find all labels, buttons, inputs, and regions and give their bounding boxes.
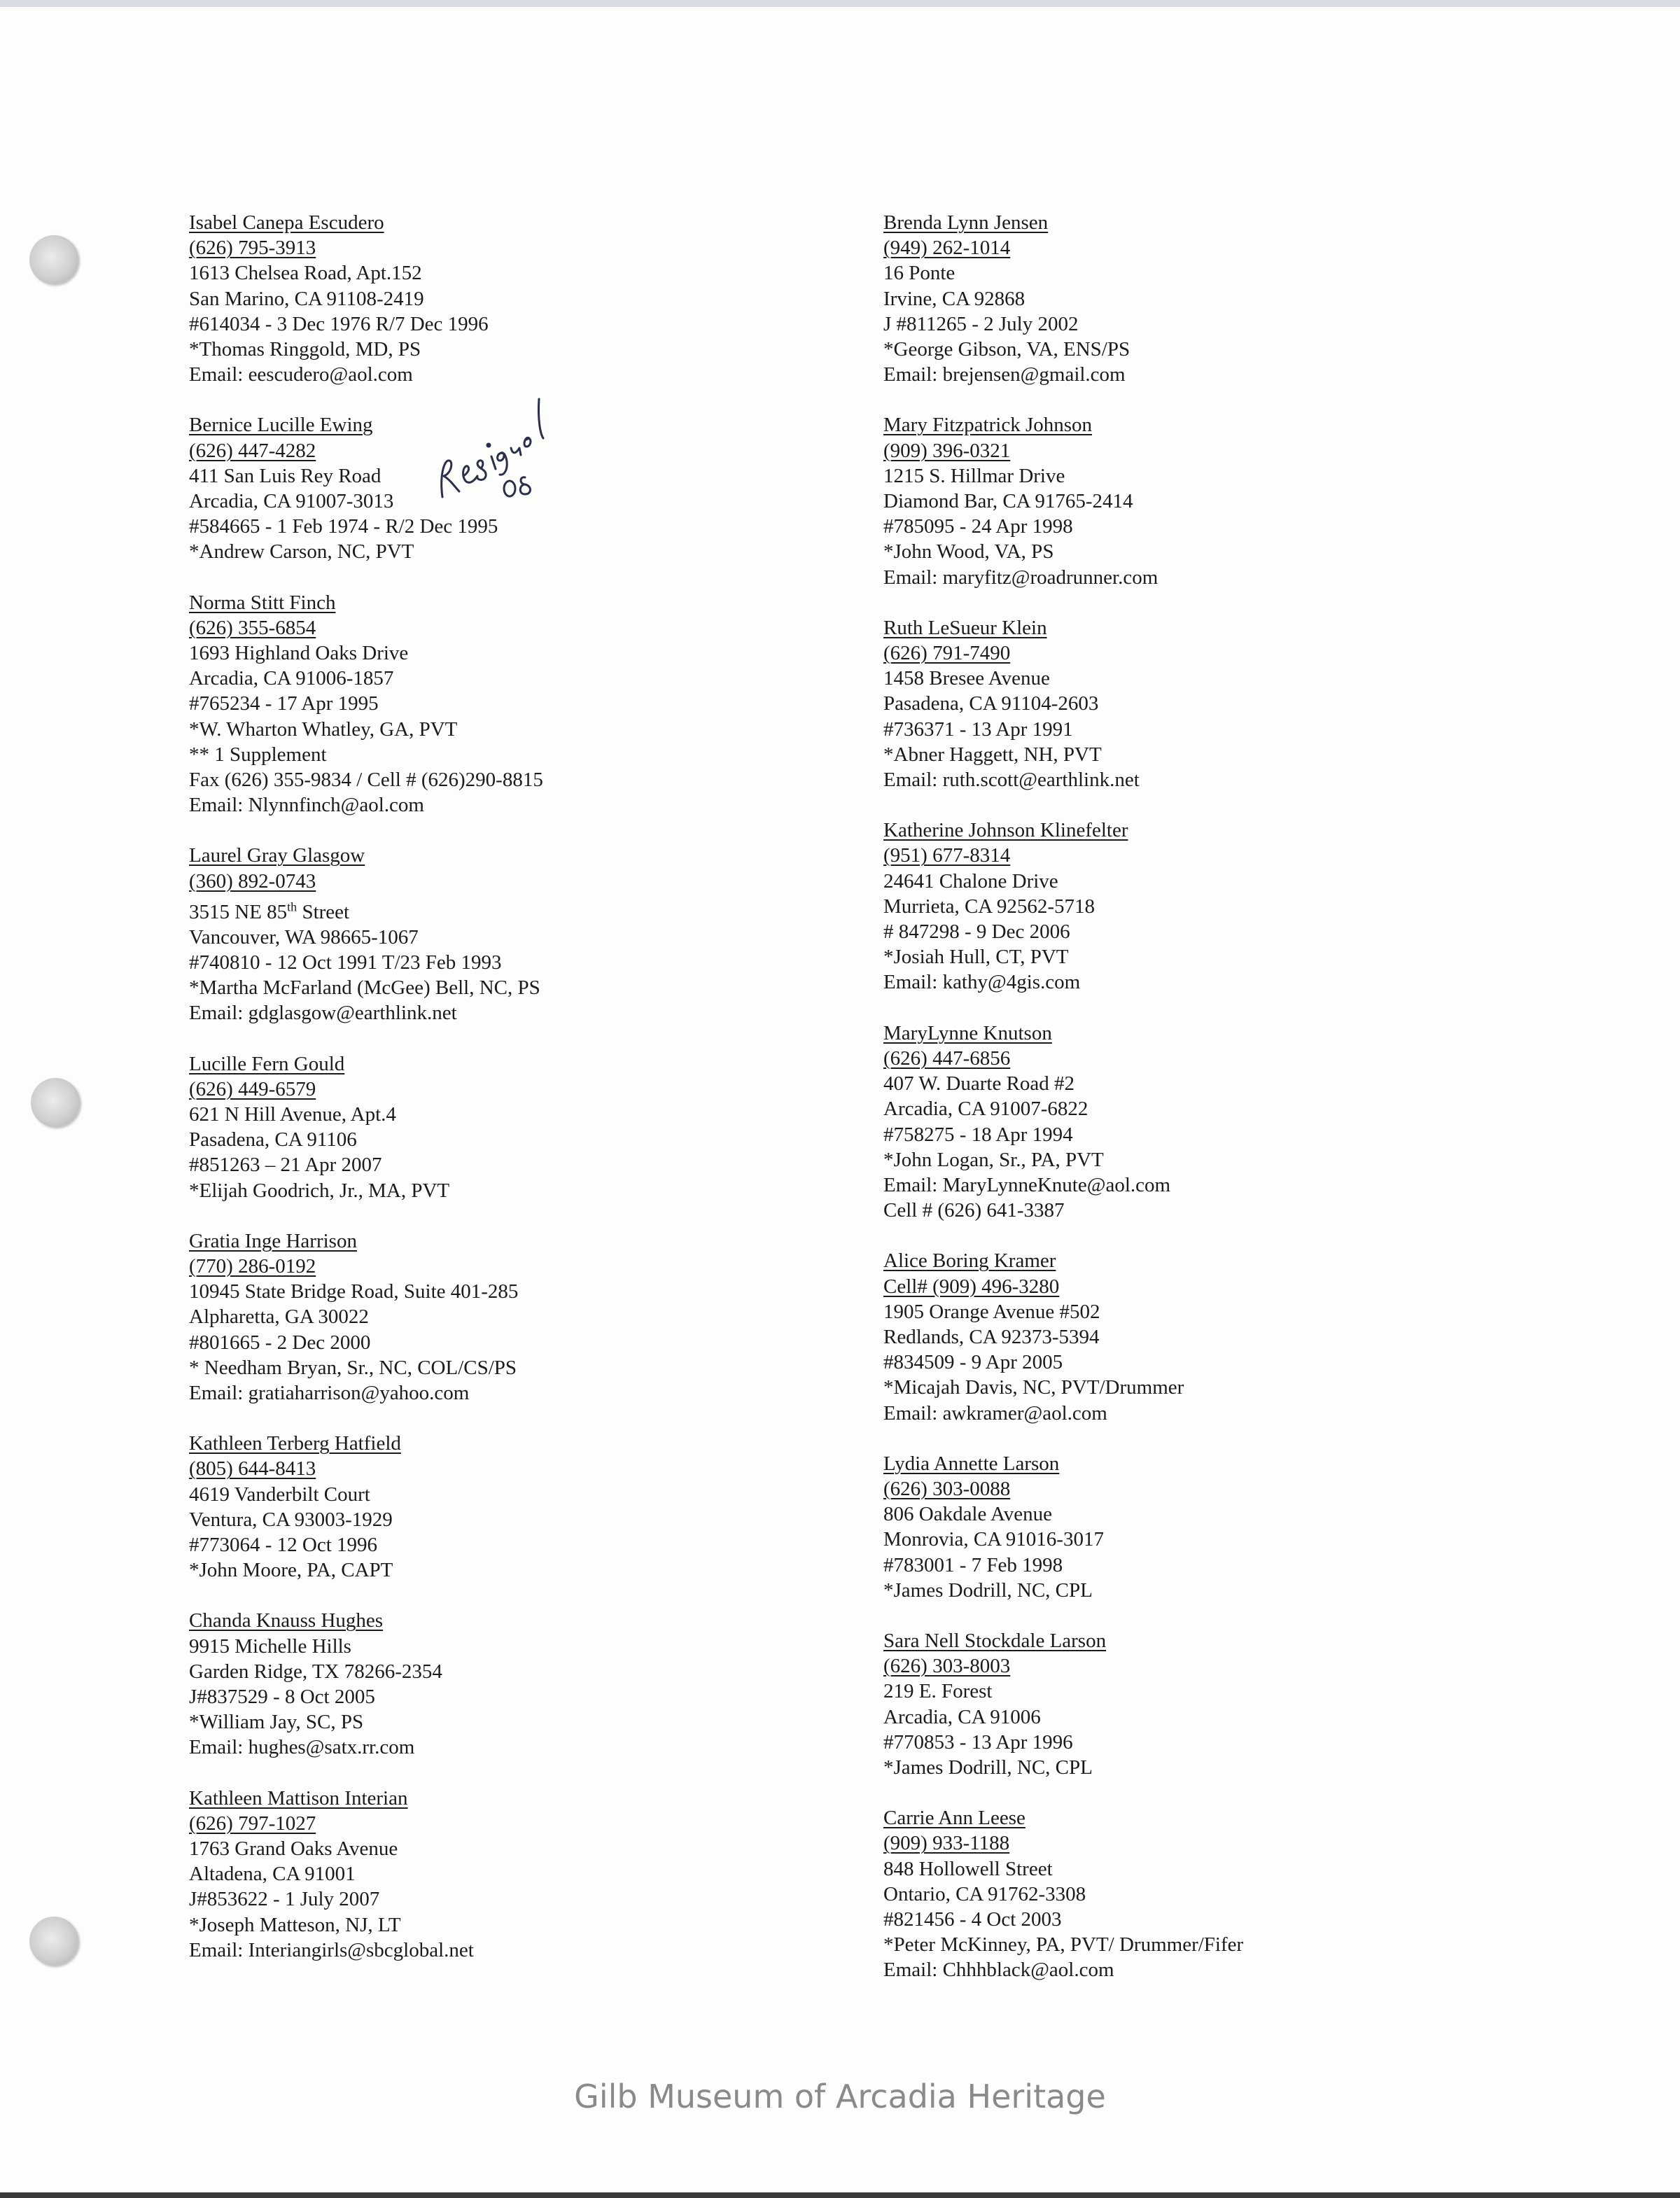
member-ancestor: *James Dodrill, NC, CPL: [883, 1756, 1093, 1779]
member-entry: [883, 1248, 1513, 1425]
directory-column-right: [883, 210, 1513, 2008]
member-email: Email: Chhhblack@aol.com: [883, 1959, 1114, 1982]
entry-line: Ventura, CA 93003-1929: [189, 1508, 393, 1531]
member-entry: [883, 615, 1513, 792]
scan-bottom-edge: [0, 2192, 1680, 2198]
member-name: Alice Boring Kramer: [883, 1250, 1056, 1273]
entry-line: J #811265 - 2 July 2002: [883, 312, 1079, 335]
member-ancestor: *Abner Haggett, NH, PVT: [883, 743, 1102, 766]
entry-line: 407 W. Duarte Road #2: [883, 1072, 1075, 1096]
member-ancestor: *W. Wharton Whatley, GA, PVT: [189, 718, 458, 741]
member-phone: (626) 447-4282: [189, 439, 316, 462]
member-email: Email: eescudero@aol.com: [189, 363, 413, 386]
member-name: Isabel Canepa Escudero: [189, 211, 384, 234]
member-entry: [883, 1451, 1513, 1603]
entry-line: #851263 – 21 Apr 2007: [189, 1154, 382, 1177]
member-entry: [189, 1051, 819, 1203]
museum-watermark: Gilb Museum of Arcadia Heritage: [574, 2078, 1106, 2115]
member-entry: [189, 1228, 819, 1406]
entry-line: Vancouver, WA 98665-1067: [189, 925, 419, 948]
entry-line: San Marino, CA 91108-2419: [189, 287, 424, 310]
entry-line: 1215 S. Hillmar Drive: [883, 464, 1065, 487]
member-phone: (949) 262-1014: [883, 237, 1011, 260]
member-phone: (951) 677-8314: [883, 844, 1011, 867]
member-ancestor: * Needham Bryan, Sr., NC, COL/CS/PS: [189, 1356, 517, 1379]
member-ancestor: *George Gibson, VA, ENS/PS: [883, 338, 1130, 361]
entry-line: #783001 - 7 Feb 1998: [883, 1553, 1063, 1576]
entry-line: Arcadia, CA 91007-3013: [189, 490, 394, 513]
member-ancestor: *John Moore, PA, CAPT: [189, 1559, 393, 1582]
member-entry: [189, 843, 819, 1026]
member-name: Kathleen Terberg Hatfield: [189, 1432, 401, 1455]
entry-line: #821456 - 4 Oct 2003: [883, 1907, 1062, 1931]
entry-line: Pasadena, CA 91104-2603: [883, 692, 1099, 715]
member-name: Mary Fitzpatrick Johnson: [883, 414, 1093, 437]
member-ancestor: *Micajah Davis, NC, PVT/Drummer: [883, 1376, 1184, 1399]
entry-line: #773064 - 12 Oct 1996: [189, 1534, 378, 1556]
punch-hole-top: [29, 235, 78, 284]
member-phone: (909) 396-0321: [883, 439, 1011, 462]
entry-line: Garden Ridge, TX 78266-2354: [189, 1660, 442, 1683]
punch-hole-bottom: [29, 1917, 78, 1966]
member-name: Chanda Knauss Hughes: [189, 1609, 384, 1632]
member-email: Email: brejensen@gmail.com: [883, 363, 1126, 386]
entry-line: 10945 State Bridge Road, Suite 401-285: [189, 1280, 519, 1303]
entry-line: Murrieta, CA 92562-5718: [883, 895, 1096, 918]
member-phone: (626) 797-1027: [189, 1812, 316, 1835]
member-ancestor: *James Dodrill, NC, CPL: [883, 1578, 1093, 1602]
member-phone: (360) 892-0743: [189, 869, 316, 892]
entry-line: Redlands, CA 92373-5394: [883, 1325, 1100, 1348]
entry-line: Monrovia, CA 91016-3017: [883, 1528, 1104, 1551]
handwritten-resigned-note: [427, 371, 567, 511]
member-name: Brenda Lynn Jensen: [883, 211, 1049, 234]
member-ancestor: *Elijah Goodrich, Jr., MA, PVT: [189, 1179, 450, 1202]
member-name: Gratia Inge Harrison: [189, 1229, 357, 1252]
entry-line: 1905 Orange Avenue #502: [883, 1300, 1100, 1323]
entry-line: 219 E. Forest: [883, 1680, 993, 1703]
member-entry: [189, 1431, 819, 1583]
entry-line: J#853622 - 1 July 2007: [189, 1888, 380, 1911]
member-phone: (770) 286-0192: [189, 1254, 316, 1278]
entry-line: 1458 Bresee Avenue: [883, 667, 1050, 690]
entry-line: 24641 Chalone Drive: [883, 869, 1058, 892]
member-entry: [883, 210, 1513, 387]
member-entry: [883, 1628, 1513, 1780]
entry-line: Alpharetta, GA 30022: [189, 1306, 369, 1329]
entry-line: 1693 Highland Oaks Drive: [189, 642, 409, 665]
member-ancestor: *Peter McKinney, PA, PVT/ Drummer/Fifer: [883, 1933, 1244, 1956]
entry-line: 1763 Grand Oaks Avenue: [189, 1837, 398, 1861]
entry-line: Altadena, CA 91001: [189, 1863, 356, 1886]
member-phone: (626) 303-0088: [883, 1477, 1011, 1500]
member-email: Email: ruth.scott@earthlink.net: [883, 769, 1140, 792]
member-email: Email: gratiaharrison@yahoo.com: [189, 1381, 470, 1404]
entry-line: #740810 - 12 Oct 1991 T/23 Feb 1993: [189, 951, 502, 974]
member-entry: [189, 210, 819, 387]
member-name: Norma Stitt Finch: [189, 591, 336, 614]
entry-line: 848 Hollowell Street: [883, 1857, 1053, 1880]
member-entry: [883, 1021, 1513, 1224]
entry-line: # 847298 - 9 Dec 2006: [883, 920, 1070, 944]
member-name: Sara Nell Stockdale Larson: [883, 1629, 1107, 1652]
member-ancestor: ** 1 Supplement: [189, 743, 327, 766]
member-phone: (626) 449-6579: [189, 1077, 316, 1100]
entry-line: #584665 - 1 Feb 1974 - R/2 Dec 1995: [189, 515, 498, 538]
entry-line: 3515 NE 85th Street: [189, 899, 350, 923]
member-phone: (805) 644-8413: [189, 1457, 316, 1480]
entry-line: Ontario, CA 91762-3308: [883, 1882, 1086, 1905]
entry-line: 4619 Vanderbilt Court: [189, 1483, 370, 1506]
member-entry: [189, 1786, 819, 1963]
member-email: Email: maryfitz@roadrunner.com: [883, 566, 1158, 589]
entry-line: 1613 Chelsea Road, Apt.152: [189, 262, 422, 285]
member-email: Email: hughes@satx.rr.com: [189, 1736, 415, 1759]
member-name: Katherine Johnson Klinefelter: [883, 819, 1128, 842]
member-name: Kathleen Mattison Interian: [189, 1786, 408, 1809]
entry-line: J#837529 - 8 Oct 2005: [189, 1686, 375, 1709]
member-phone: (626) 447-6856: [883, 1046, 1011, 1070]
member-ancestor: *Joseph Matteson, NJ, LT: [189, 1913, 401, 1936]
entry-line: Pasadena, CA 91106: [189, 1128, 357, 1152]
entry-line: #758275 - 18 Apr 1994: [883, 1123, 1073, 1146]
member-email: Email: awkramer@aol.com: [883, 1401, 1107, 1424]
member-ancestor: *Josiah Hull, CT, PVT: [883, 946, 1069, 969]
entry-line: #785095 - 24 Apr 1998: [883, 515, 1073, 538]
entry-line: 806 Oakdale Avenue: [883, 1503, 1053, 1526]
member-ancestor: *Thomas Ringgold, MD, PS: [189, 338, 421, 361]
member-ancestor: *William Jay, SC, PS: [189, 1711, 364, 1734]
member-entry: [883, 412, 1513, 589]
member-entry: [883, 818, 1513, 995]
entry-line: #736371 - 13 Apr 1991: [883, 718, 1073, 741]
entry-line: Arcadia, CA 91007-6822: [883, 1098, 1088, 1121]
member-name: Bernice Lucille Ewing: [189, 414, 373, 437]
entry-line: 16 Ponte: [883, 262, 955, 285]
member-name: MaryLynne Knutson: [883, 1021, 1052, 1044]
member-email: Email: kathy@4gis.com: [883, 971, 1081, 994]
entry-line: Diamond Bar, CA 91765-2414: [883, 490, 1133, 513]
entry-line: Arcadia, CA 91006: [883, 1705, 1041, 1728]
member-phone: Cell# (909) 496-3280: [883, 1275, 1060, 1298]
member-entry: [189, 1608, 819, 1760]
entry-line: #801665 - 2 Dec 2000: [189, 1331, 371, 1354]
member-phone: (626) 791-7490: [883, 642, 1011, 665]
member-name: Lydia Annette Larson: [883, 1452, 1060, 1475]
entry-line: 411 San Luis Rey Road: [189, 464, 382, 487]
member-name: Lucille Fern Gould: [189, 1052, 345, 1075]
member-phone: (909) 933-1188: [883, 1832, 1010, 1855]
entry-line: Irvine, CA 92868: [883, 287, 1026, 310]
member-ancestor: *Andrew Carson, NC, PVT: [189, 540, 414, 564]
member-email: Email: Interiangirls@sbcglobal.net: [189, 1938, 474, 1961]
member-name: Laurel Gray Glasgow: [189, 844, 365, 867]
member-ancestor: *John Logan, Sr., PA, PVT: [883, 1148, 1104, 1171]
member-email: Email: Nlynnfinch@aol.com: [189, 794, 424, 817]
member-name: Carrie Ann Leese: [883, 1807, 1026, 1830]
scan-top-edge: [0, 0, 1680, 7]
entry-line: 621 N Hill Avenue, Apt.4: [189, 1102, 396, 1126]
member-phone: Cell # (626) 641-3387: [883, 1199, 1065, 1222]
entry-line: #834509 - 9 Apr 2005: [883, 1351, 1063, 1374]
member-phone: Fax (626) 355-9834 / Cell # (626)290-8815: [189, 769, 543, 792]
entry-line: #770853 - 13 Apr 1996: [883, 1730, 1073, 1754]
entry-line: #614034 - 3 Dec 1976 R/7 Dec 1996: [189, 312, 489, 335]
member-ancestor: *Martha McFarland (McGee) Bell, NC, PS: [189, 976, 540, 1000]
member-email: Email: MaryLynneKnute@aol.com: [883, 1173, 1171, 1196]
member-name: Ruth LeSueur Klein: [883, 616, 1047, 639]
member-phone: (626) 355-6854: [189, 616, 316, 639]
member-email: Email: gdglasgow@earthlink.net: [189, 1002, 457, 1025]
member-ancestor: *John Wood, VA, PS: [883, 540, 1054, 564]
entry-line: 9915 Michelle Hills: [189, 1634, 351, 1658]
entry-line: #765234 - 17 Apr 1995: [189, 692, 379, 715]
member-phone: (626) 795-3913: [189, 237, 316, 260]
member-phone: (626) 303-8003: [883, 1655, 1011, 1678]
member-entry: [189, 590, 819, 818]
punch-hole-middle: [31, 1078, 80, 1127]
member-entry: [883, 1805, 1513, 1982]
entry-line: Arcadia, CA 91006-1857: [189, 667, 394, 690]
